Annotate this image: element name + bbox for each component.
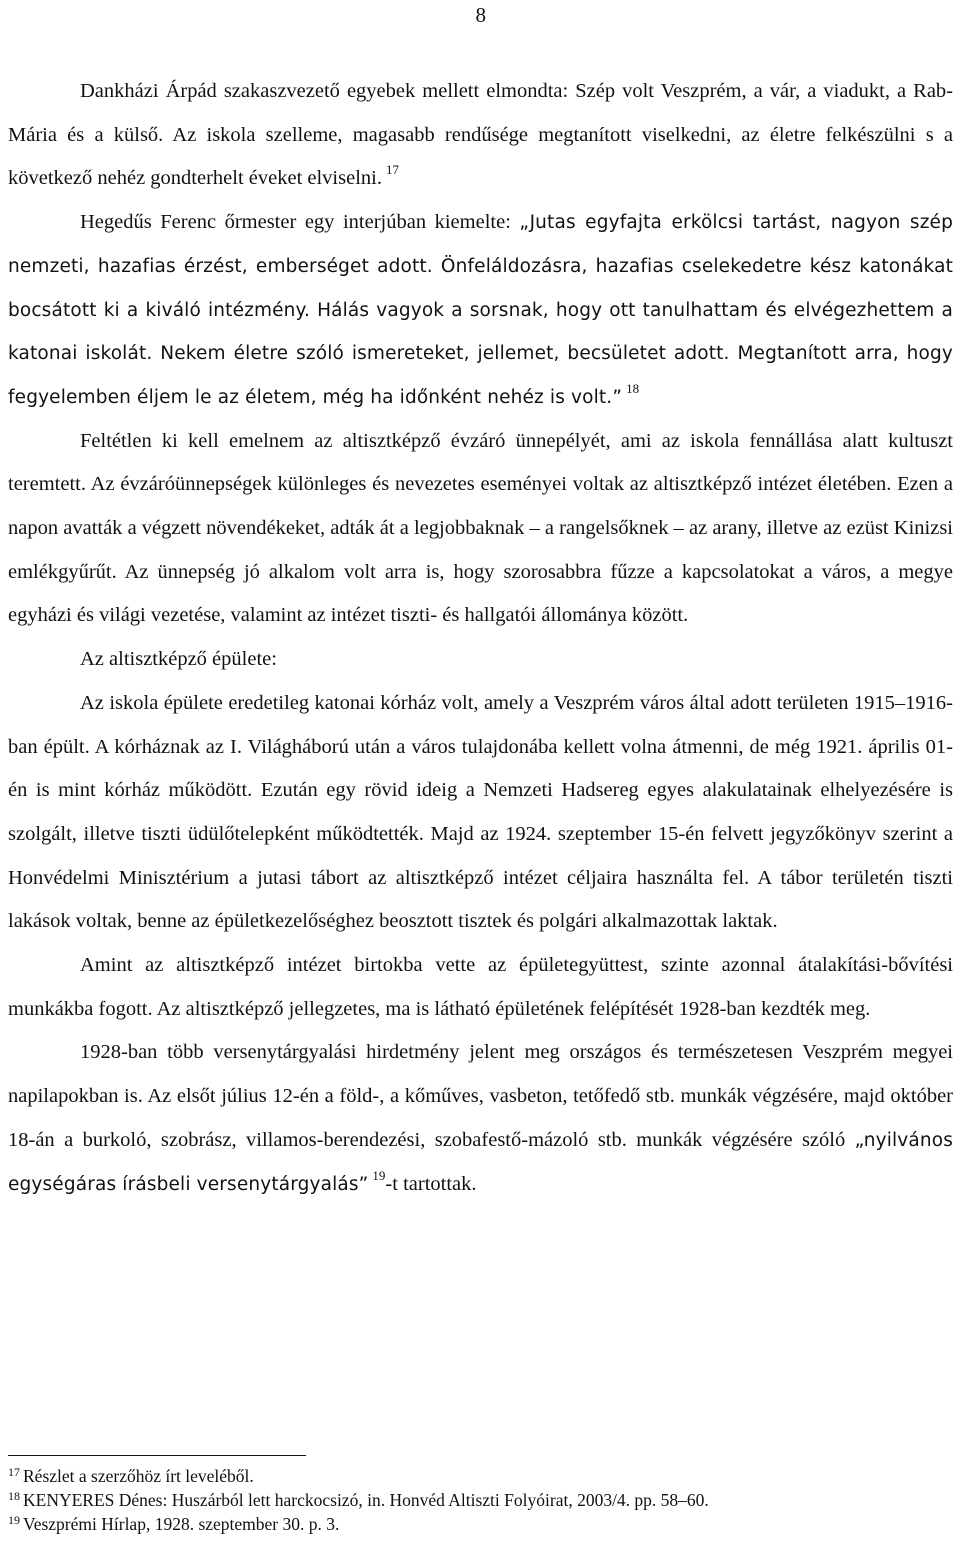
body-paragraph: [8, 944, 953, 1031]
paragraph-text: Az iskola épülete eredetileg katonai kórház volt, amely a Veszprém város által adott területen 1915–1916-ban épült. A kórháznak az I. Világháború után a város tulajdonába kellett volna átmenni, de még 1921. április 01-én is mint kórház működött. Ezután egy rövid ideig a Nemzeti Hadsereg egyes alakulatainak elhelyezésére is szolgált, illetve tiszti üdülőtelepként működtették. Majd az 1924. szeptember 15-én felvett jegyzőkönyv szerint a Honvédelmi Minisztérium a jutasi tábort az altisztképző intézet céljaira használta fel. A tábor területén tiszti lakások voltak, benne az épületkezelőséghez beosztott tisztek és polgári alkalmazottak laktak.: [8, 691, 953, 933]
paragraph-text: -t tartottak.: [385, 1172, 477, 1195]
footnote-text: Veszprémi Hírlap, 1928. szeptember 30. p. 3.: [23, 1514, 340, 1534]
footnote-reference: 18: [626, 380, 640, 396]
page-number: 8: [475, 3, 486, 27]
document-body: [8, 70, 953, 1206]
paragraph-text: Amint az altisztképző intézet birtokba vette az épületegyüttest, szinte azonnal átalakítási-bővítési munkákba fogott. Az altisztképző jellegzetes, ma is látható épületének felépítését 1928-ban kezdték meg.: [8, 954, 953, 1020]
body-paragraph: [8, 682, 953, 944]
footnote: [8, 1512, 953, 1536]
footnote-reference: 17: [385, 162, 399, 178]
paragraph-text: Dankházi Árpád szakaszvezető egyebek mellett elmondta: Szép volt Veszprém, a vár, a viadukt, a Rab-Mária és a külső. Az iskola szelleme, magasabb rendűsége megtanított viselkedni, az életre felkészülni s a következő nehéz gondterhelt éveket elviselni.: [8, 80, 953, 190]
footnotes-section: [8, 1464, 953, 1536]
paragraph-text: Az altisztképző épülete:: [80, 648, 277, 671]
footnote-text: KENYERES Dénes: Huszárból lett harckocsizó, in. Honvéd Altiszti Folyóirat, 2003/4. pp. 58–60.: [23, 1490, 709, 1510]
section-heading: [8, 638, 953, 682]
paragraph-text: Hegedűs Ferenc őrmester egy interjúban kiemelte:: [80, 211, 520, 234]
footnote-number: 19: [8, 1513, 20, 1527]
footnote-number: 18: [8, 1489, 20, 1503]
body-paragraph: [8, 70, 953, 201]
body-paragraph: [8, 420, 953, 639]
footnote-divider: [8, 1455, 306, 1456]
footnote-number: 17: [8, 1465, 20, 1479]
footnote: [8, 1488, 953, 1512]
footnote: [8, 1464, 953, 1488]
footnote-text: Részlet a szerzőhöz írt leveléből.: [23, 1466, 254, 1486]
paragraph-text: Feltétlen ki kell emelnem az altisztképző évzáró ünnepélyét, ami az iskola fennállása alatt kultuszt teremtett. Az évzáróünnepségek különleges és nevezetes eseményei voltak az altisztképző intézet életében. Ezen a napon avatták a végzett növendékeket, adták át a legjobbaknak – a rangelsőknek – az arany, illetve az ezüst Kinizsi emlékgyűrűt. Az ünnepség jó alkalom volt arra is, hogy szorosabbra fűzze a kapcsolatokat a város, a megye egyházi és világi vezetése, valamint az intézet tiszti- és hallgatói állománya között.: [8, 429, 953, 627]
body-paragraph: [8, 201, 953, 420]
body-paragraph: [8, 1031, 953, 1206]
quoted-text: „Jutas egyfajta erkölcsi tartást, nagyon szép nemzeti, hazafias érzést, emberséget adott. Önfeláldozásra, hazafias cselekedetre kész katonákat bocsátott ki a kiváló intézmény. Hálás vagyok a sorsnak, hogy ott tanulhattam és elvégezhettem a katonai iskolát. Nekem életre szóló ismereteket, jellemet, becsületet adott. Megtanított arra, hogy fegyelemben éljem le az életem, még ha időnként nehéz is volt.”: [8, 212, 953, 408]
footnote-reference: 19: [372, 1167, 386, 1183]
quoted-text: „nyilvános egységáras írásbeli versenytárgyalás”: [8, 1129, 953, 1195]
paragraph-text: 1928-ban több versenytárgyalási hirdetmény jelent meg országos és természetesen Veszprém megyei napilapokban is. Az elsőt július 12-én a föld-, a kőműves, vasbeton, tetőfedő stb. munkák végzésére, majd október 18-án a burkoló, szobrász, villamos-berendezési, szobafestő-mázoló stb. munkák végzésére szóló: [8, 1041, 953, 1151]
